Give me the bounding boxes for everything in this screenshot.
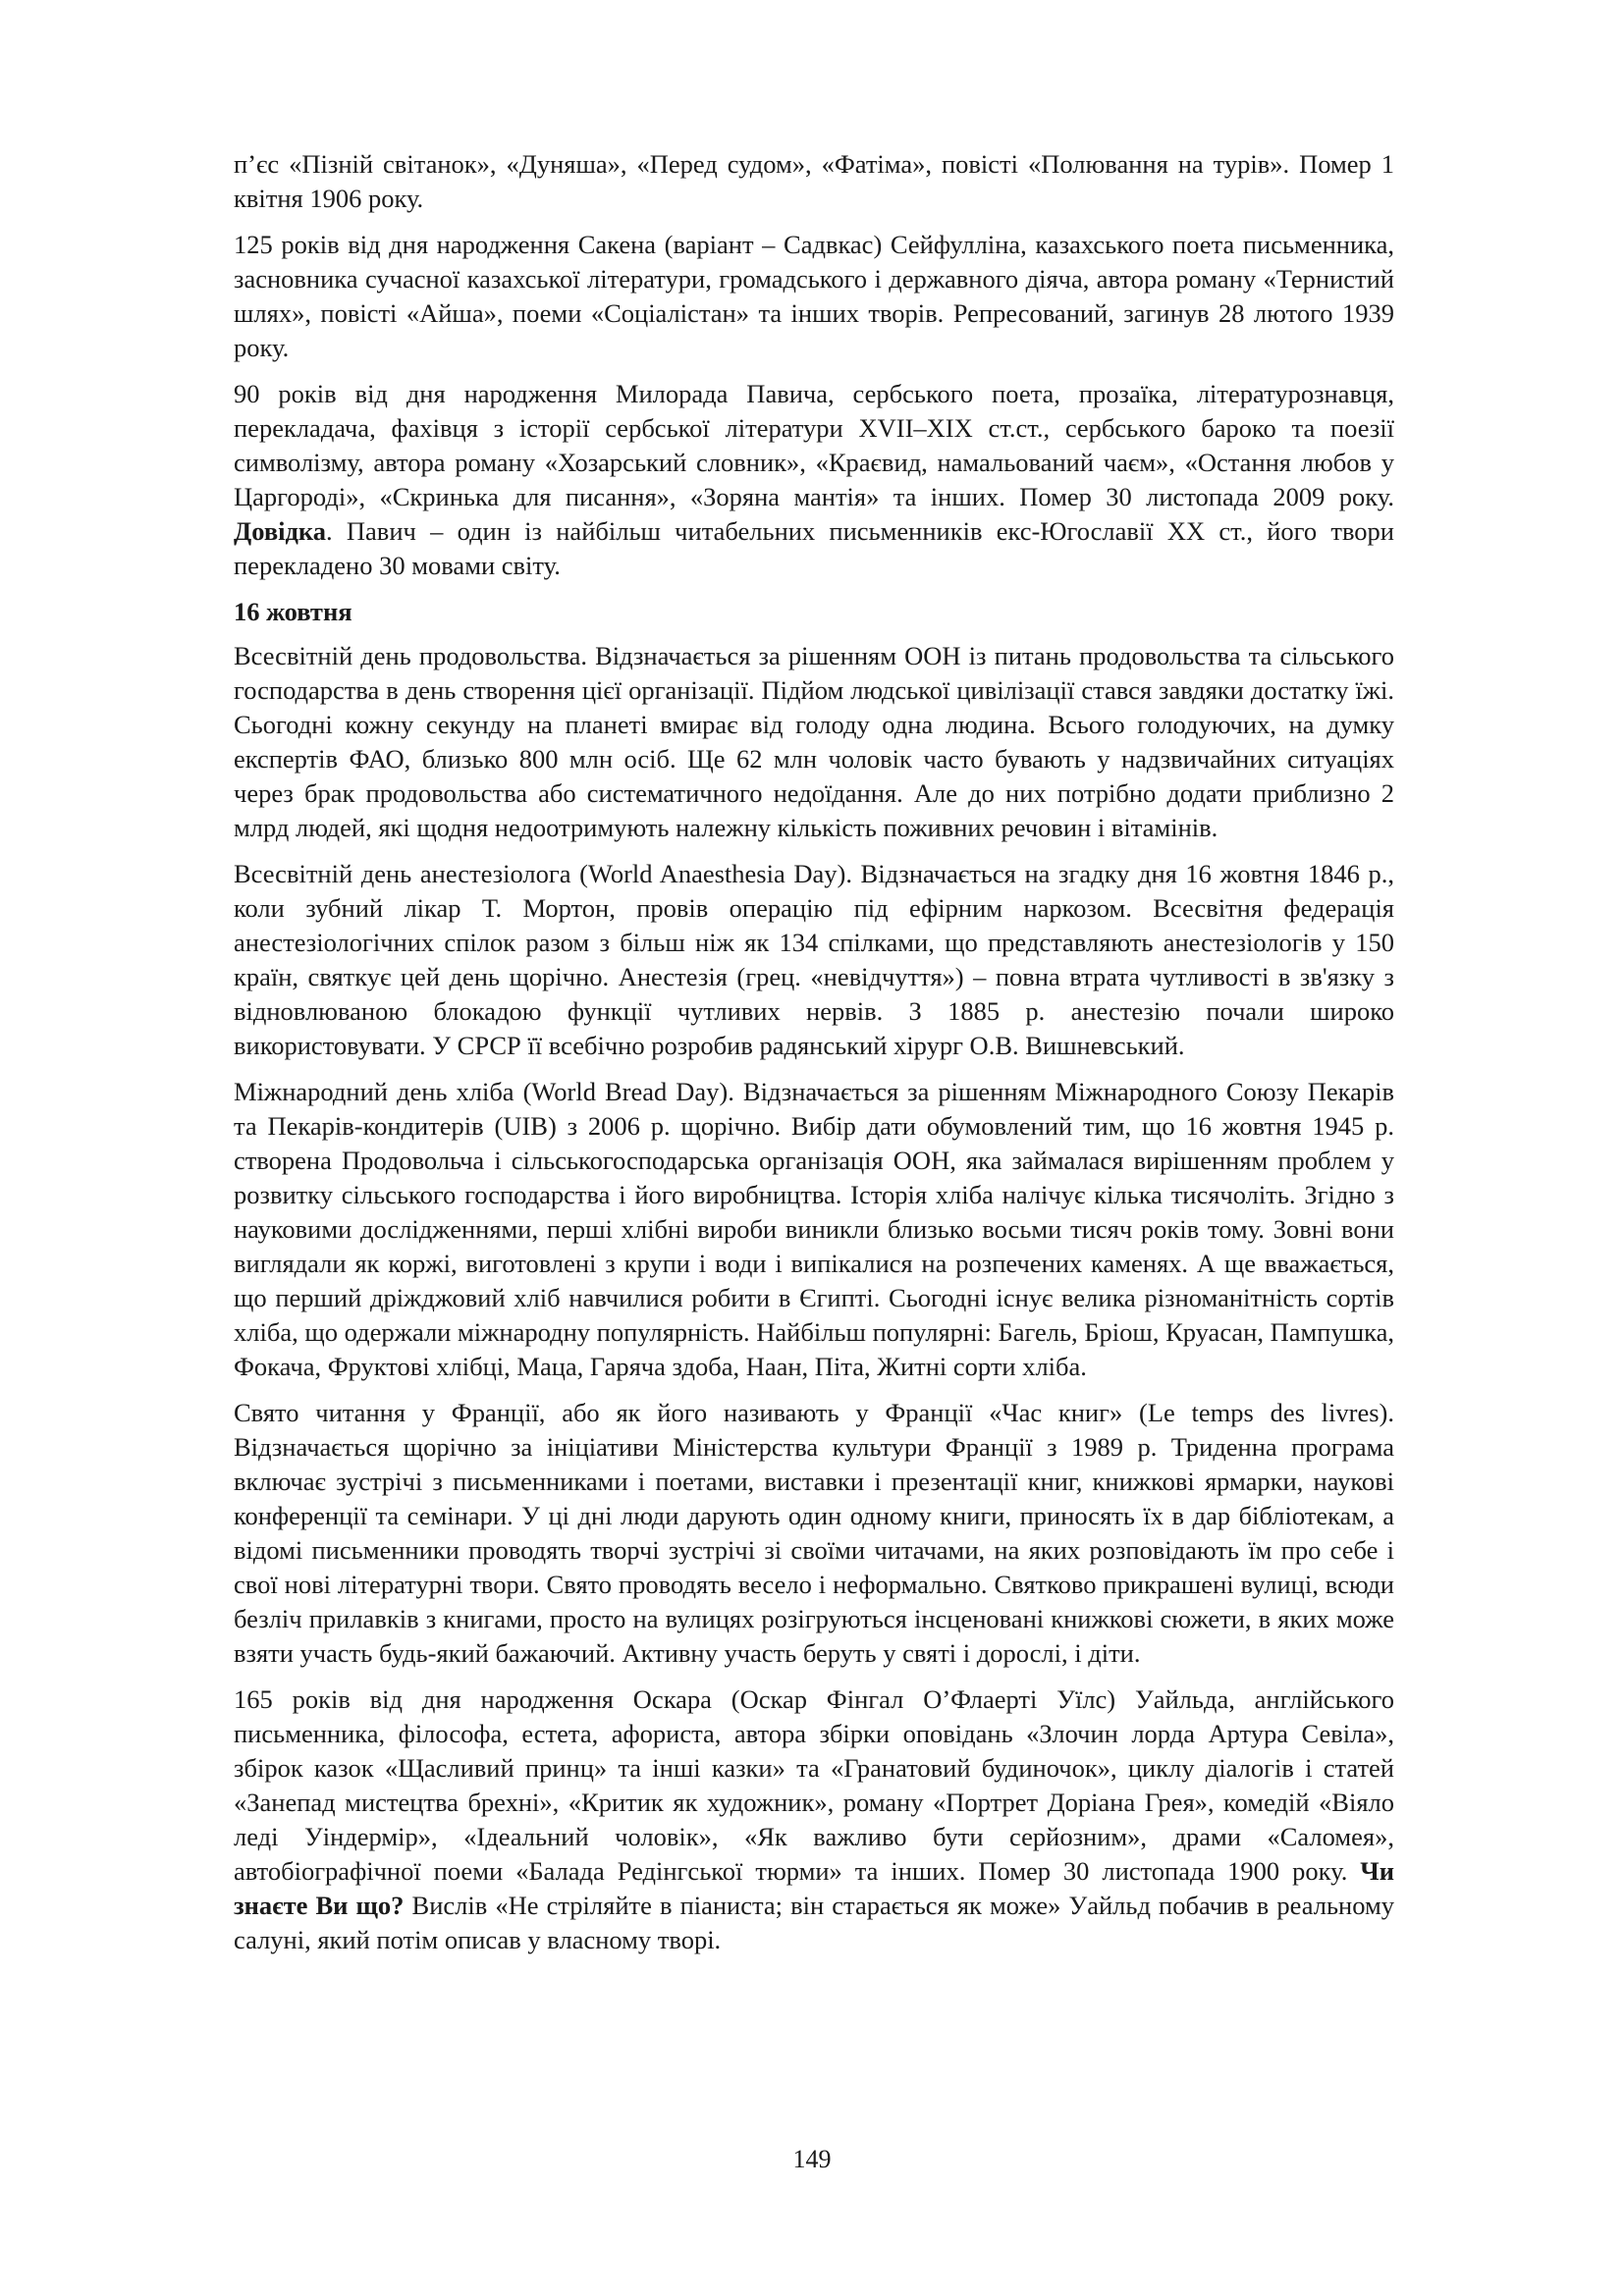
paragraph-pavic — [234, 377, 1394, 583]
bold-note: Чи знаєте Ви що? — [234, 1856, 1394, 1920]
paragraph-text: 165 років від дня народження Оскара (Оскар Фінгал О’Флаерті Уїлс) Уайльда, англійського письменника, філософа, естета, афориста, автора збірки оповідань «Злочин лорда Артура Севіла», збірок казок «Щасливий принц» та інші казки» та «Гранатовий будиночок», циклу діалогів і статей «Занепад мистецтва брехні», «Критик як художник», роману «Портрет Доріана Грея», комедій «Віяло леді Уіндермір», «Ідеальний чоловік», «Як важливо бути серйозним», драми «Саломея», автобіографічної поеми «Балада Редінгської тюрми» та інших. Помер 30 листопада 1900 року. — [234, 1684, 1394, 1886]
date-heading: 16 жовтня — [234, 597, 352, 626]
page-number: 149 — [792, 2145, 832, 2173]
paragraph-text-tail: . Павич – один із найбільш читабельних письменників екс-Югославії ХХ ст., його твори перекладено 30 мовами світу. — [234, 516, 1394, 580]
paragraph-wilde — [234, 1682, 1394, 1957]
paragraph-world-food-day: Всесвітній день продовольства. Відзначається за рішенням ООН із питань продовольства та сільського господарства в день створення цієї організації. Підйом людської цивілізації стався завдяки достатку їжі. Сьогодні кожну секунду на планеті вмирає від голоду одна людина. Всього голодуючих, на думку експертів ФАО, близько 800 млн осіб. Ще 62 млн чоловік часто бувають у надзвичайних ситуаціях через брак продовольства або систематичного недоїдання. Але до них потрібно додати приблизно 2 млрд людей, які щодня недоотримують належну кількість поживних речовин і вітамінів. — [234, 641, 1394, 842]
paragraph-bread-day: Міжнародний день хліба (World Bread Day). Відзначається за рішенням Міжнародного Союзу Пекарів та Пекарів-кондитерів (UIB) з 2006 р. щорічно. Вибір дати обумовлений тим, що 16 жовтня 1945 р. створена Продовольча і сільськогосподарська організація ООН, яка займалася вирішенням проблем у розвитку сільського господарства і його виробництва. Історія хліба налічує кілька тисячоліть. Згідно з науковими дослідженнями, перші хлібні вироби виникли близько восьми тисяч років тому. Зовні вони виглядали як коржі, виготовлені з крупи і води і випікалися на розпечених каменях. А ще вважається, що перший дріжджовий хліб навчилися робити в Єгипті. Сьогодні існує велика різноманітність сортів хліба, що одержали міжнародну популярність. Найбільш популярні: Багель, Бріош, Круасан, Пампушка, Фокача, Фруктові хлібці, Маца, Гаряча здоба, Наан, Піта, Житні сорти хліба. — [234, 1077, 1394, 1381]
paragraph-reading-festival: Свято читання у Франції, або як його називають у Франції «Час книг» (Le temps des livres). Відзначається щорічно за ініціативи Міністерства культури Франції з 1989 р. Триденна програма включає зустрічі з письменниками і поетами, виставки і презентації книг, книжкові ярмарки, наукові конференції та семінари. У ці дні люди дарують один одному книги, приносять їх в дар бібліотекам, а відомі письменники проводять творчі зустрічі зі своїми читачами, на яких розповідають їм про себе і свої нові літературні твори. Свято проводять весело і неформально. Святково прикрашені вулиці, всюди безліч прилавків з книгами, просто на вулицях розігруються інсценовані книжкові сюжети, в яких може взяти участь будь-який бажаючий. Активну участь беруть у святі і дорослі, і діти. — [234, 1398, 1394, 1668]
paragraph-text: 90 років від дня народження Милорада Павича, сербського поета, прозаїка, літературознавця, перекладача, фахівця з історії сербської літератури XVII–XIX ст.ст., сербського бароко та поезії символізму, автора роману «Хозарський словник», «Краєвид, намальований чаєм», «Остання любов у Царгороді», «Скринька для писання», «Зоряна мантія» та інших. Помер 30 листопада 2009 року. — [234, 379, 1394, 511]
paragraph-ostrovsky-end: п’єс «Пізній світанок», «Дуняша», «Перед судом», «Фатіма», повісті «Полювання на турів». Помер 1 квітня 1906 року. — [234, 149, 1394, 213]
paragraph-seifullin: 125 років від дня народження Сакена (варіант – Садвкас) Сейфулліна, казахського поета письменника, засновника сучасної казахської літератури, громадського і державного діяча, автора роману «Тернистий шлях», повісті «Айша», поеми «Соціалістан» та інших творів. Репресований, загинув 28 лютого 1939 року. — [234, 230, 1394, 362]
bold-note: Довідка — [234, 516, 327, 546]
paragraph-text-tail: Вислів «Не стріляйте в піаниста; він старається як може» Уайльд побачив в реальному салуні, який потім описав у власному творі. — [234, 1891, 1394, 1954]
paragraph-anaesthesia-day: Всесвітній день анестезіолога (World Anaesthesia Day). Відзначається на згадку дня 16 жовтня 1846 р., коли зубний лікар Т. Мортон, провів операцію під ефірним наркозом. Всесвітня федерація анестезіологічних спілок разом з більш ніж як 134 спілками, що представляють анестезіологів у 150 країн, святкує цей день щорічно. Анестезія (грец. «невідчуття») – повна втрата чутливості в зв'язку з відновлюваною блокадою функції чутливих нервів. З 1885 р. анестезію почали широко використовувати. У СРСР її всебічно розробив радянський хірург О.В. Вишневський. — [234, 859, 1394, 1060]
document-page — [234, 147, 1394, 1969]
